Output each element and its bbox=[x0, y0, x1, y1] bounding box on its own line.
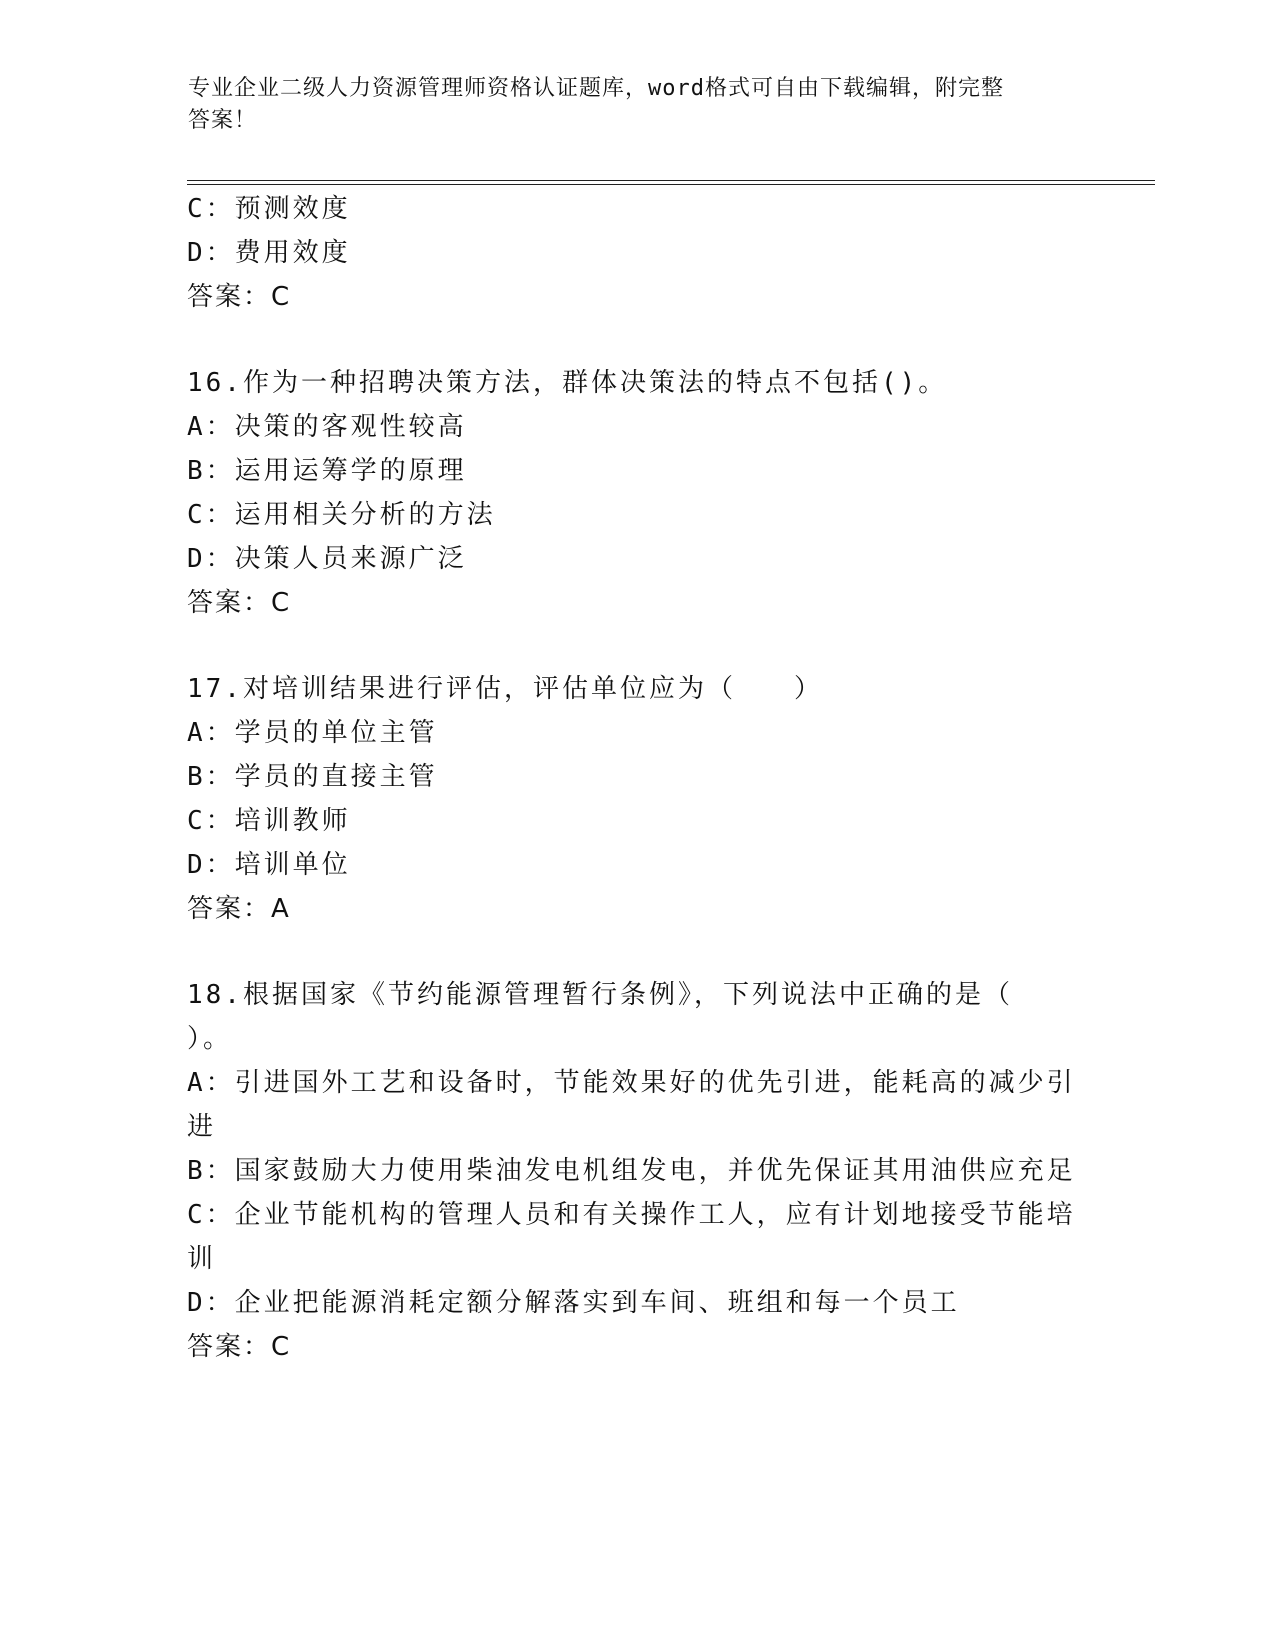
q17-answer: 答案：A bbox=[187, 894, 291, 924]
q17-option-a: A：学员的单位主管 bbox=[187, 718, 438, 748]
q16-option-b: B：运用运筹学的原理 bbox=[187, 456, 467, 486]
header-rule-bottom bbox=[187, 184, 1155, 185]
q18-option-c-line-1: C：企业节能机构的管理人员和有关操作工人，应有计划地接受节能培 bbox=[187, 1200, 1076, 1230]
q17-option-b: B：学员的直接主管 bbox=[187, 762, 438, 792]
header-rule-top bbox=[187, 180, 1155, 181]
q18-question-line-2: ）。 bbox=[187, 1024, 233, 1054]
document-header bbox=[188, 73, 1068, 137]
q15-answer: 答案：C bbox=[187, 282, 292, 312]
header-line-2: 答案！ bbox=[188, 108, 258, 133]
q18-question-line-1: 18.根据国家《节约能源管理暂行条例》，下列说法中正确的是（ bbox=[187, 980, 1013, 1010]
q17-question: 17.对培训结果进行评估，评估单位应为（ ） bbox=[187, 674, 823, 704]
q18-option-a-line-1: A：引进国外工艺和设备时，节能效果好的优先引进，能耗高的减少引 bbox=[187, 1068, 1076, 1098]
q16-option-a: A：决策的客观性较高 bbox=[187, 412, 467, 442]
q16-option-d: D：决策人员来源广泛 bbox=[187, 544, 467, 574]
q17-option-c: C：培训教师 bbox=[187, 806, 351, 836]
q15-option-c: C：预测效度 bbox=[187, 194, 351, 224]
q18-option-d: D：企业把能源消耗定额分解落实到车间、班组和每一个员工 bbox=[187, 1288, 960, 1318]
q17-option-d: D：培训单位 bbox=[187, 850, 351, 880]
q18-option-a-line-2: 进 bbox=[187, 1112, 217, 1142]
header-line-1: 专业企业二级人力资源管理师资格认证题库，word格式可自由下载编辑，附完整 bbox=[188, 76, 1004, 101]
q15-option-d: D：费用效度 bbox=[187, 238, 351, 268]
q18-answer: 答案：C bbox=[187, 1332, 292, 1362]
q18-option-c-line-2: 训 bbox=[187, 1244, 217, 1274]
q18-option-b: B：国家鼓励大力使用柴油发电机组发电，并优先保证其用油供应充足 bbox=[187, 1156, 1076, 1186]
q16-question: 16.作为一种招聘决策方法，群体决策法的特点不包括()。 bbox=[187, 368, 948, 398]
q16-answer: 答案：C bbox=[187, 588, 292, 618]
q16-option-c: C：运用相关分析的方法 bbox=[187, 500, 496, 530]
